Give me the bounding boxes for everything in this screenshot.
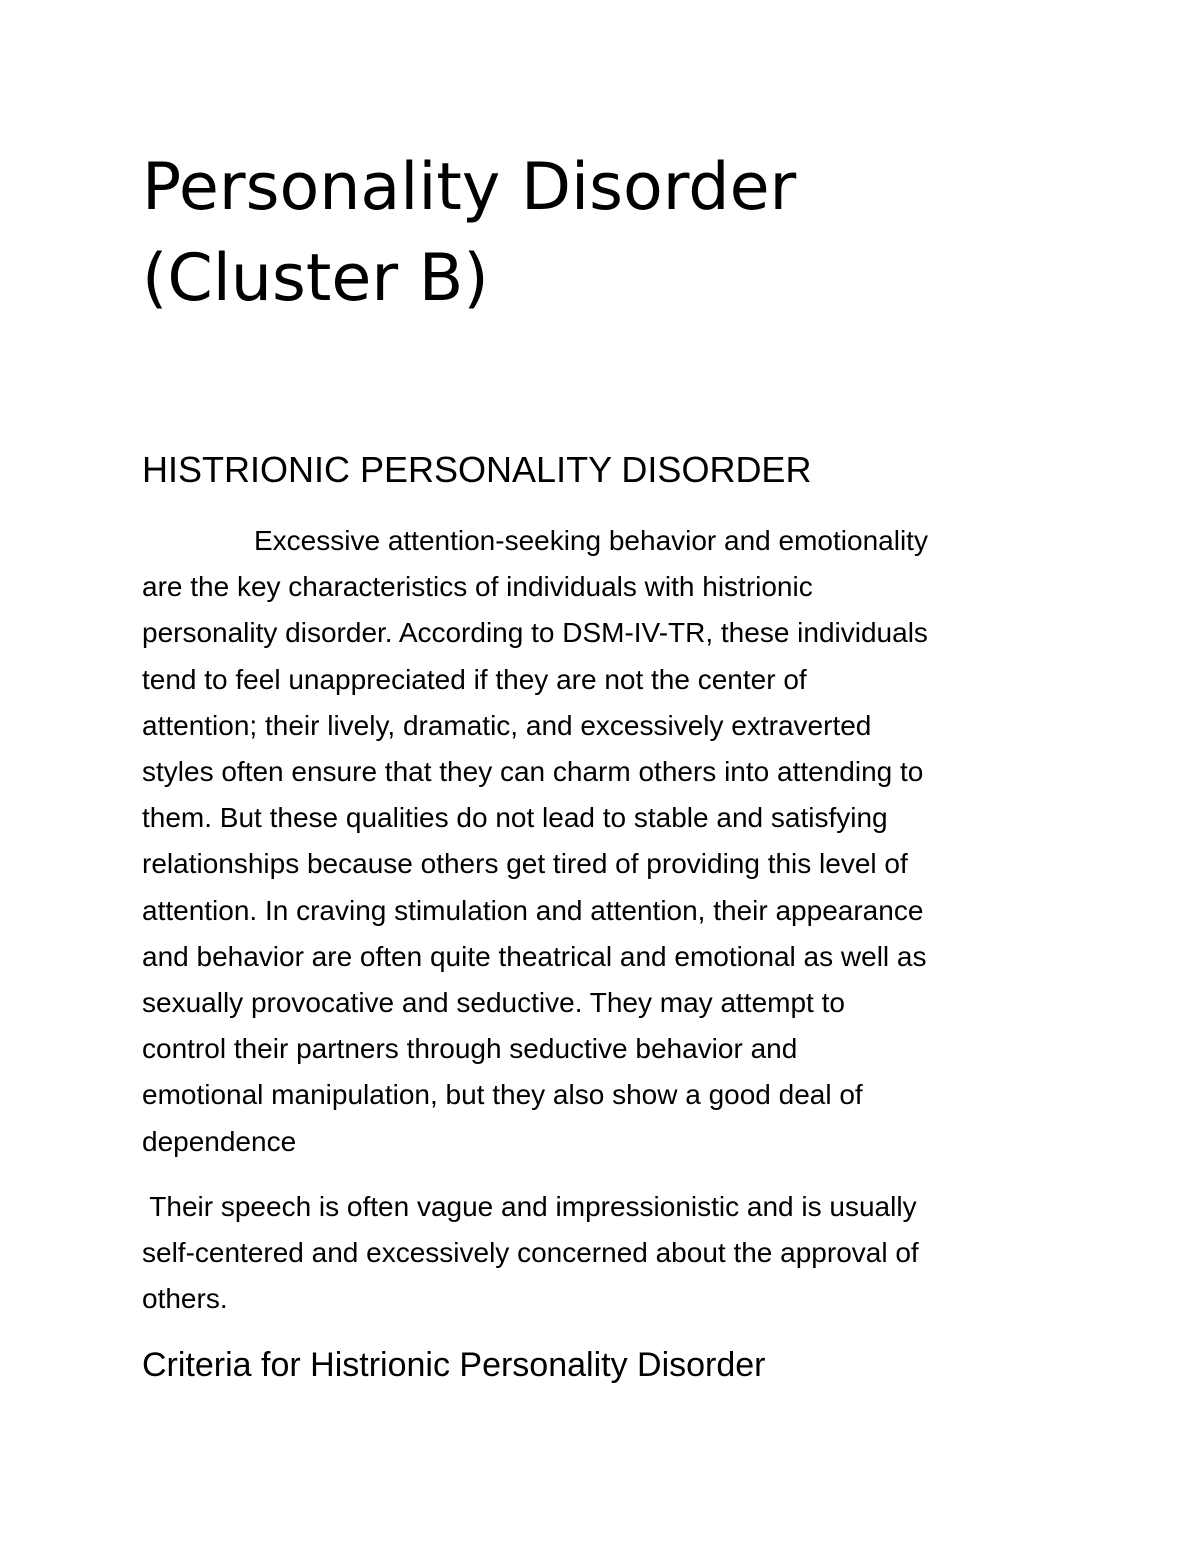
paragraph-line: sexually provocative and seductive. They may attempt to (142, 987, 845, 1019)
paragraph-line: Excessive attention-seeking behavior and emotionality (254, 525, 928, 556)
paragraph-line: are the key characteristics of individuals with histrionic (142, 571, 813, 603)
paragraph-line: emotional manipulation, but they also show a good deal of (142, 1079, 863, 1111)
paragraph-line: self-centered and excessively concerned about the approval of (142, 1237, 919, 1269)
paragraph-line: tend to feel unappreciated if they are not the center of (142, 663, 807, 695)
paragraph-line: control their partners through seductive behavior and (142, 1033, 798, 1065)
title-line: (Cluster B) (142, 241, 489, 316)
paragraph-line: relationships because others get tired of providing this level of (142, 848, 908, 880)
paragraph-line: others. (142, 1283, 228, 1315)
paragraph-line: attention. In craving stimulation and attention, their appearance (142, 894, 924, 926)
paragraph-line: dependence (142, 1125, 297, 1157)
paragraph-line: them. But these qualities do not lead to stable and satisfying (142, 802, 888, 834)
title-line: Personality Disorder (142, 150, 797, 225)
document-title (142, 142, 1102, 324)
paragraph-line: Their speech is often vague and impressionistic and is usually (142, 1191, 917, 1222)
criteria-heading: Criteria for Histrionic Personality Disorder (142, 1346, 766, 1384)
paragraph-line: styles often ensure that they can charm others into attending to (142, 756, 924, 788)
paragraph-speech (142, 1184, 1072, 1323)
paragraph-line: and behavior are often quite theatrical and emotional as well as (142, 940, 927, 972)
paragraph-line: attention; their lively, dramatic, and excessively extraverted (142, 709, 872, 741)
section-heading: HISTRIONIC PERSONALITY DISORDER (142, 449, 812, 490)
paragraph-intro (142, 518, 1072, 1165)
paragraph-line: personality disorder. According to DSM-IV-TR, these individuals (142, 617, 928, 649)
